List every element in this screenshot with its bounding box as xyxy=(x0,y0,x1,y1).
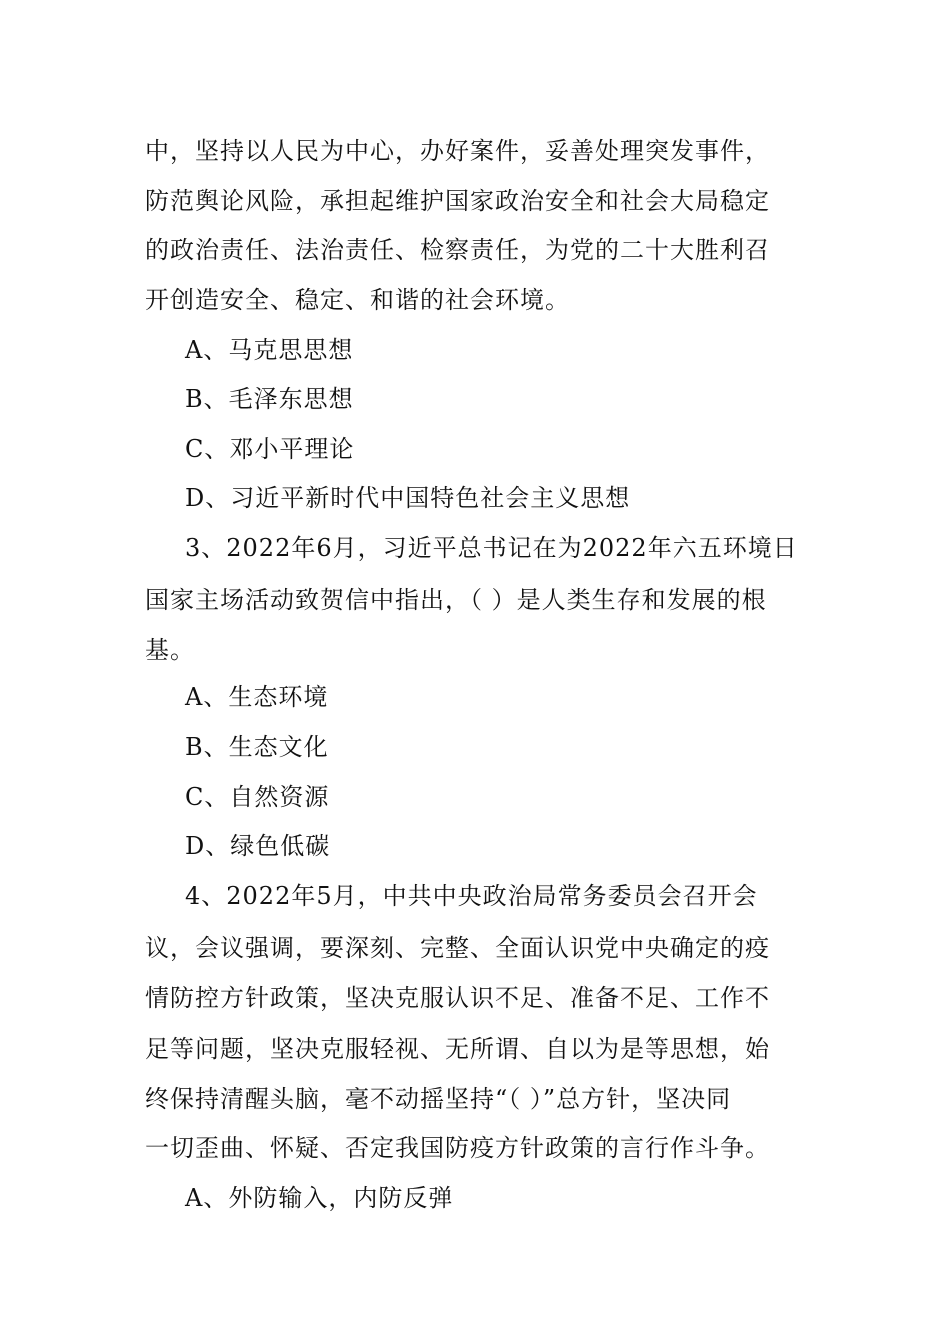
q3-option-b: B、生态文化 xyxy=(185,733,329,761)
q4-stem-line-4: 足等问题，坚决克服轻视、无所谓、自以为是等思想，始 xyxy=(145,1035,770,1063)
q2-stem-line-4: 开创造安全、稳定、和谐的社会环境。 xyxy=(145,286,570,314)
q2-option-c: C、邓小平理论 xyxy=(185,435,355,463)
q3-option-d: D、绿色低碳 xyxy=(185,832,331,860)
q3-stem-line-2: 国家主场活动致贺信中指出，（ ）是人类生存和发展的根 xyxy=(145,586,767,614)
q2-option-d: D、习近平新时代中国特色社会主义思想 xyxy=(185,484,631,512)
q2-stem-line-2: 防范舆论风险，承担起维护国家政治安全和社会大局稳定 xyxy=(145,187,770,215)
q4-stem-line-1: 4、2022年5月，中共中央政治局常务委员会召开会 xyxy=(185,882,758,910)
q2-stem-line-1: 中，坚持以人民为中心，办好案件，妥善处理突发事件， xyxy=(145,137,770,165)
q2-stem-line-3: 的政治责任、法治责任、检察责任，为党的二十大胜利召 xyxy=(145,236,770,264)
q4-stem-line-3: 情防控方针政策，坚决克服认识不足、准备不足、工作不 xyxy=(145,984,770,1012)
q4-stem-line-6: 一切歪曲、怀疑、否定我国防疫方针政策的言行作斗争。 xyxy=(145,1134,770,1162)
q4-option-a: A、外防输入，内防反弹 xyxy=(185,1184,454,1212)
q2-option-a: A、马克思思想 xyxy=(185,336,354,364)
q3-stem-line-1: 3、2022年6月，习近平总书记在为2022年六五环境日 xyxy=(185,534,798,562)
q4-stem-line-5: 终保持清醒头脑，毫不动摇坚持“（ ）”总方针，坚决同 xyxy=(145,1085,732,1113)
q2-option-b: B、毛泽东思想 xyxy=(185,385,354,413)
q3-option-a: A、生态环境 xyxy=(185,683,329,711)
q3-stem-line-3: 基。 xyxy=(145,636,195,664)
q3-option-c: C、自然资源 xyxy=(185,783,330,811)
q4-stem-line-2: 议，会议强调，要深刻、完整、全面认识党中央确定的疫 xyxy=(145,934,770,962)
